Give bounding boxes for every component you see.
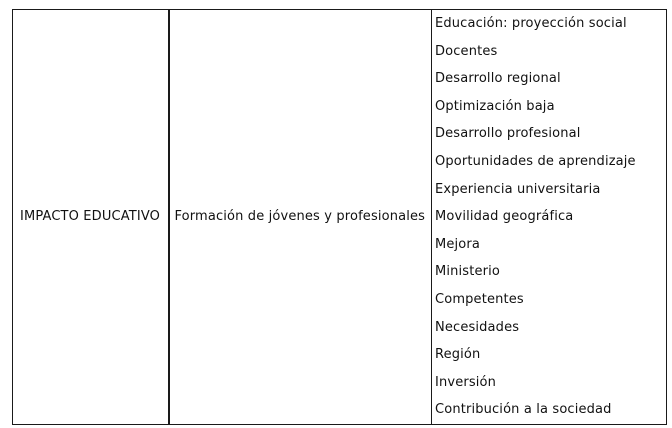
list-item: Competentes	[435, 291, 524, 307]
list-item: Experiencia universitaria	[435, 181, 601, 197]
list-item: Mejora	[435, 236, 480, 252]
impact-table	[12, 9, 667, 425]
list-item: Desarrollo regional	[435, 71, 561, 87]
list-item: Región	[435, 347, 481, 363]
list-item: Desarrollo profesional	[435, 126, 581, 142]
list-item: Contribución a la sociedad	[435, 402, 612, 418]
dimension-cell	[169, 10, 432, 425]
table-row	[13, 10, 667, 425]
list-item: Optimización baja	[435, 98, 555, 114]
list-item: Movilidad geográfica	[435, 209, 574, 225]
indicator-list	[432, 10, 666, 424]
indicators-cell	[432, 10, 667, 425]
list-item: Oportunidades de aprendizaje	[435, 153, 636, 169]
list-item: Educación: proyección social	[435, 16, 627, 31]
list-item: Ministerio	[435, 264, 500, 280]
dimension-label: Formación de jóvenes y profesionales	[174, 209, 426, 225]
list-item: Necesidades	[435, 319, 520, 335]
list-item: Docentes	[435, 43, 498, 59]
list-item: Inversión	[435, 374, 497, 390]
category-label: IMPACTO EDUCATIVO	[20, 209, 161, 225]
category-cell	[13, 10, 169, 425]
